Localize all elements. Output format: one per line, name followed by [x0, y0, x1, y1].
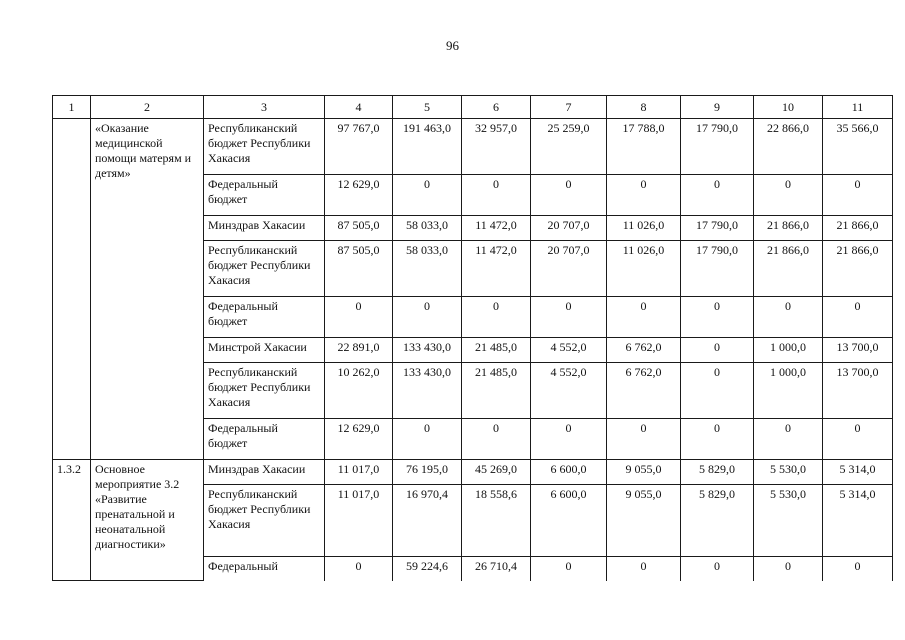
value-cell: 58 033,0 — [393, 241, 462, 297]
value-cell: 6 762,0 — [607, 363, 681, 419]
value-cell: 0 — [531, 175, 607, 216]
value-cell: 9 055,0 — [607, 460, 681, 485]
value-cell: 11 017,0 — [325, 460, 393, 485]
column-number-header: 2 — [91, 96, 204, 119]
value-cell: 0 — [393, 419, 462, 460]
item-code-cell: 1.3.2 — [53, 460, 91, 581]
value-cell: 0 — [531, 297, 607, 338]
value-cell: 20 707,0 — [531, 216, 607, 241]
value-cell: 0 — [681, 297, 754, 338]
value-cell: 133 430,0 — [393, 363, 462, 419]
table-row — [53, 460, 893, 485]
value-cell: 0 — [823, 175, 893, 216]
funding-source-cell: Республиканский бюджет Республики Хакасия — [204, 485, 325, 557]
value-cell: 9 055,0 — [607, 485, 681, 557]
value-cell: 87 505,0 — [325, 241, 393, 297]
column-number-header: 9 — [681, 96, 754, 119]
value-cell: 18 558,6 — [462, 485, 531, 557]
value-cell: 0 — [393, 175, 462, 216]
column-number-header: 8 — [607, 96, 681, 119]
value-cell: 0 — [462, 419, 531, 460]
column-number-header: 5 — [393, 96, 462, 119]
value-cell: 16 970,4 — [393, 485, 462, 557]
value-cell: 87 505,0 — [325, 216, 393, 241]
value-cell: 35 566,0 — [823, 119, 893, 175]
value-cell: 0 — [462, 175, 531, 216]
value-cell: 0 — [607, 557, 681, 581]
value-cell: 6 600,0 — [531, 460, 607, 485]
value-cell: 10 262,0 — [325, 363, 393, 419]
column-number-header-row — [53, 96, 893, 119]
value-cell: 0 — [607, 297, 681, 338]
value-cell: 0 — [531, 557, 607, 581]
value-cell: 5 314,0 — [823, 485, 893, 557]
column-number-header: 4 — [325, 96, 393, 119]
value-cell: 0 — [462, 297, 531, 338]
value-cell: 133 430,0 — [393, 338, 462, 363]
value-cell: 21 866,0 — [754, 216, 823, 241]
value-cell: 21 485,0 — [462, 338, 531, 363]
value-cell: 22 891,0 — [325, 338, 393, 363]
value-cell: 11 026,0 — [607, 216, 681, 241]
value-cell: 25 259,0 — [531, 119, 607, 175]
value-cell: 0 — [823, 297, 893, 338]
value-cell: 0 — [823, 419, 893, 460]
value-cell: 1 000,0 — [754, 338, 823, 363]
value-cell: 0 — [754, 297, 823, 338]
funding-source-cell: Федеральный бюджет — [204, 175, 325, 216]
value-cell: 0 — [681, 175, 754, 216]
value-cell: 12 629,0 — [325, 175, 393, 216]
value-cell: 0 — [754, 175, 823, 216]
value-cell: 21 866,0 — [823, 241, 893, 297]
value-cell: 45 269,0 — [462, 460, 531, 485]
funding-source-cell: Федеральный бюджет — [204, 297, 325, 338]
value-cell: 0 — [754, 557, 823, 581]
value-cell: 59 224,6 — [393, 557, 462, 581]
value-cell: 0 — [754, 419, 823, 460]
value-cell: 17 790,0 — [681, 241, 754, 297]
value-cell: 12 629,0 — [325, 419, 393, 460]
value-cell: 32 957,0 — [462, 119, 531, 175]
funding-source-cell: Минстрой Хакасии — [204, 338, 325, 363]
value-cell: 5 530,0 — [754, 460, 823, 485]
funding-source-cell: Федеральный — [204, 557, 325, 581]
value-cell: 26 710,4 — [462, 557, 531, 581]
value-cell: 5 829,0 — [681, 460, 754, 485]
funding-source-cell: Республиканский бюджет Республики Хакасия — [204, 241, 325, 297]
column-number-header: 6 — [462, 96, 531, 119]
value-cell: 58 033,0 — [393, 216, 462, 241]
value-cell: 0 — [531, 419, 607, 460]
value-cell: 11 472,0 — [462, 241, 531, 297]
value-cell: 76 195,0 — [393, 460, 462, 485]
value-cell: 0 — [607, 419, 681, 460]
value-cell: 0 — [681, 419, 754, 460]
value-cell: 0 — [681, 363, 754, 419]
value-cell: 191 463,0 — [393, 119, 462, 175]
column-number-header: 7 — [531, 96, 607, 119]
value-cell: 0 — [823, 557, 893, 581]
budget-table — [52, 95, 893, 581]
value-cell: 5 314,0 — [823, 460, 893, 485]
funding-source-cell: Минздрав Хакасии — [204, 460, 325, 485]
column-number-header: 10 — [754, 96, 823, 119]
value-cell: 0 — [393, 297, 462, 338]
value-cell: 4 552,0 — [531, 363, 607, 419]
value-cell: 21 485,0 — [462, 363, 531, 419]
value-cell: 11 026,0 — [607, 241, 681, 297]
value-cell: 97 767,0 — [325, 119, 393, 175]
value-cell: 13 700,0 — [823, 338, 893, 363]
column-number-header: 1 — [53, 96, 91, 119]
value-cell: 0 — [325, 297, 393, 338]
value-cell: 17 790,0 — [681, 119, 754, 175]
value-cell: 6 762,0 — [607, 338, 681, 363]
value-cell: 6 600,0 — [531, 485, 607, 557]
funding-source-cell: Федеральный бюджет — [204, 419, 325, 460]
item-code-cell — [53, 119, 91, 460]
column-number-header: 11 — [823, 96, 893, 119]
funding-source-cell: Минздрав Хакасии — [204, 216, 325, 241]
value-cell: 0 — [607, 175, 681, 216]
value-cell: 0 — [325, 557, 393, 581]
funding-source-cell: Республиканский бюджет Республики Хакасия — [204, 363, 325, 419]
value-cell: 0 — [681, 338, 754, 363]
value-cell: 13 700,0 — [823, 363, 893, 419]
value-cell: 21 866,0 — [754, 241, 823, 297]
table-row — [53, 119, 893, 175]
activity-name-cell: «Оказание медицинской помощи матерям и детям» — [91, 119, 204, 460]
value-cell: 17 788,0 — [607, 119, 681, 175]
page-number: 96 — [446, 38, 459, 53]
funding-source-cell: Республиканский бюджет Республики Хакасия — [204, 119, 325, 175]
value-cell: 20 707,0 — [531, 241, 607, 297]
value-cell: 0 — [681, 557, 754, 581]
value-cell: 11 472,0 — [462, 216, 531, 241]
activity-name-cell: Основное мероприятие 3.2 «Развитие пренатальной и неонатальной диагностики» — [91, 460, 204, 581]
value-cell: 5 829,0 — [681, 485, 754, 557]
value-cell: 1 000,0 — [754, 363, 823, 419]
value-cell: 22 866,0 — [754, 119, 823, 175]
value-cell: 21 866,0 — [823, 216, 893, 241]
value-cell: 17 790,0 — [681, 216, 754, 241]
value-cell: 5 530,0 — [754, 485, 823, 557]
value-cell: 4 552,0 — [531, 338, 607, 363]
column-number-header: 3 — [204, 96, 325, 119]
value-cell: 11 017,0 — [325, 485, 393, 557]
